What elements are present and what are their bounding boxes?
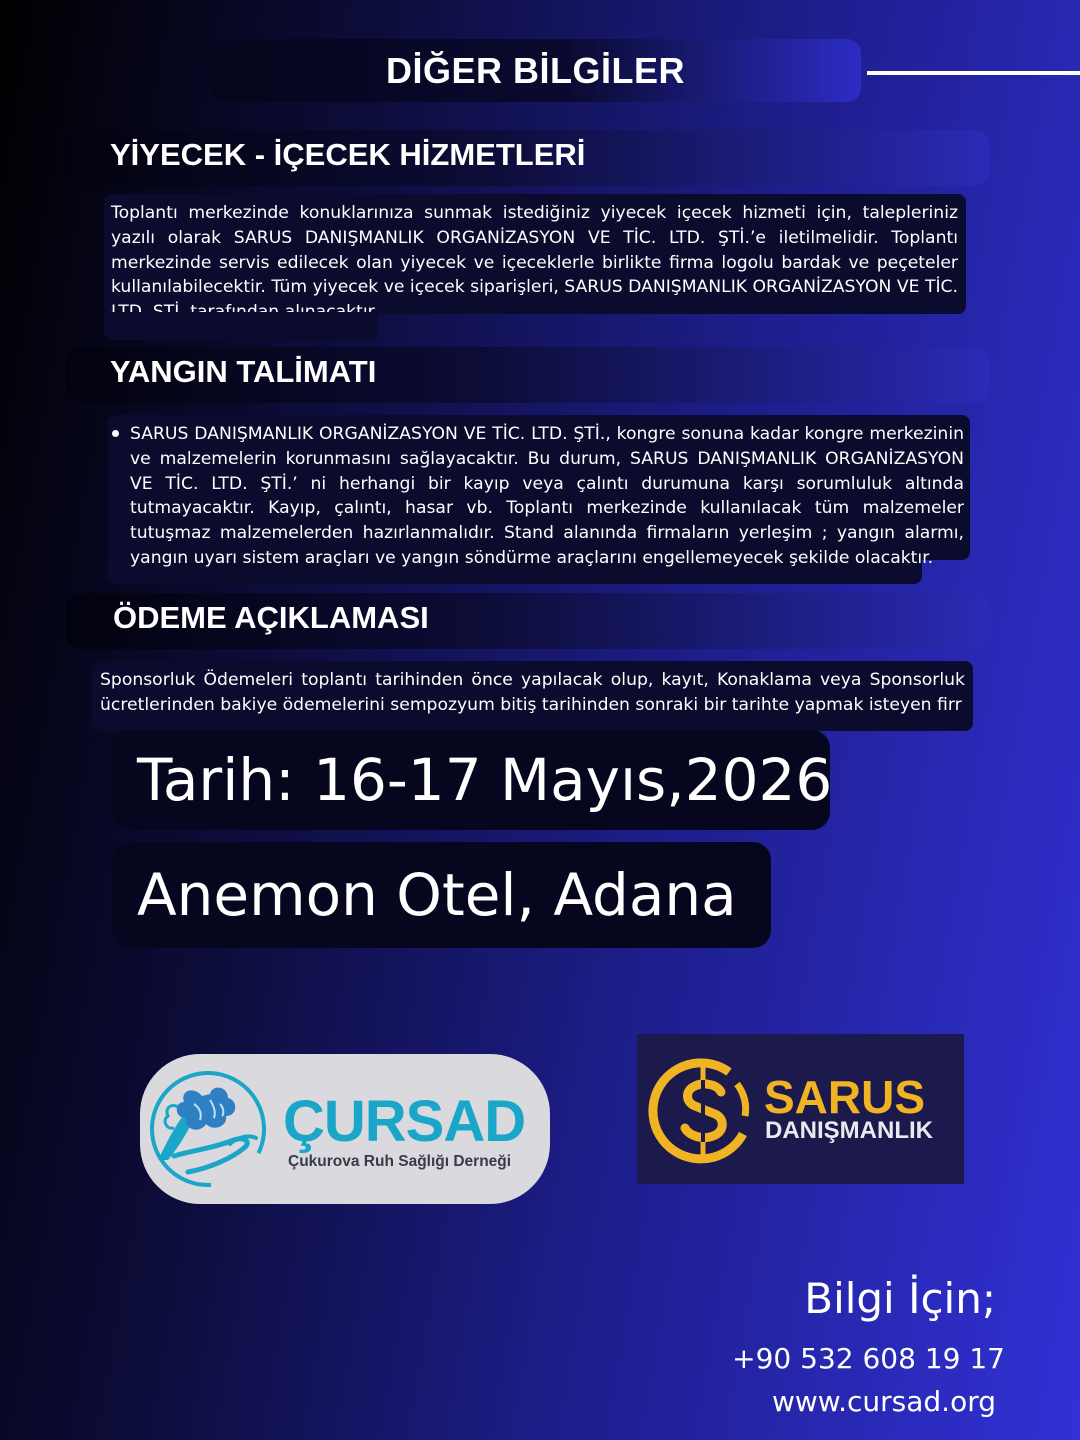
food-text-box (104, 194, 966, 314)
food-text: Toplantı merkezinde konuklarınıza sunmak istediğiniz yiyecek içecek hizmeti için, talepleriniz yazılı olarak SARUS DANIŞMANLIK ORGANİZASYON VE TİC. LTD. ŞTİ.’e iletilmelidir. Toplantı merkezinde servis edilecek olan yiyecek ve içeceklerle birlikte firma logolu bardak ve peçeteler kullanılabilecektir. Tüm yiyecek ve içecek siparişleri, SARUS DANIŞMANLIK ORGANİZASYON VE TİC. (111, 203, 958, 298)
food-text-box-tail (104, 312, 378, 340)
contact-heading: Bilgi İçin; (804, 1274, 996, 1323)
cursad-logo-name: ÇURSAD (283, 1089, 526, 1154)
fire-text: SARUS DANIŞMANLIK ORGANİZASYON VE TİC. LTD. ŞTİ., kongre sonuna kadar kongre merkezinin ve malzemelerin korunmasını sağlayacaktır. Bu durum, SARUS DANIŞMANLIK ORGANİZASYON VE TİC. LTD. ŞTİ.’ ni herhangi bir kayıp veya çalıntı durumuna karşı sorumluluk altında tutmayacaktır. Kayıp, çalıntı, hasar vb. Toplantı merkezinde kullanılacak tüm malzemeler tutuşmaz malzemelerden hazırlanmalıdır. Stand alanında firmaların yerleşim ; yangın alarmı, yangın uyarı sistem araçları ve yangın söndürme araçlarını engellemeyecek şekilde olacaktır. (130, 424, 964, 568)
page-title: DİĞER BİLGİLER (385, 49, 685, 91)
fire-text-wrap (130, 422, 964, 571)
sarus-dollar-icon (645, 1054, 763, 1169)
section-title-food: YİYECEK - İÇECEK HİZMETLERİ (110, 137, 586, 172)
sarus-logo-subtitle: DANIŞMANLIK (765, 1117, 933, 1144)
cursad-logo (140, 1054, 550, 1204)
payment-text-box (92, 661, 973, 731)
section-title-fire: YANGIN TALİMATI (110, 354, 377, 389)
page-title-banner (210, 39, 861, 102)
title-divider-line (867, 71, 1080, 75)
section-title-payment: ÖDEME AÇIKLAMASI (113, 600, 429, 635)
sarus-logo (637, 1034, 964, 1184)
payment-text: Sponsorluk Ödemeleri toplantı tarihinden önce yapılacak olup, kayıt, Konaklama veya Sponsorluk ücretlerinden bakiye ödemelerini sempozyum bitiş tarihinden sonraki bir tarihte yapmak isteyen firr (100, 670, 965, 715)
cursad-logo-subtitle: Çukurova Ruh Sağlığı Derneği (288, 1153, 512, 1170)
event-venue-pill (112, 842, 771, 948)
bullet-icon (112, 430, 119, 437)
contact-website-link[interactable]: www.cursad.org (771, 1385, 996, 1418)
event-date-pill (112, 730, 833, 830)
contact-phone[interactable]: +90 532 608 19 17 (732, 1342, 1005, 1375)
event-date: Tarih: 16-17 Mayıs,2026 (137, 746, 833, 814)
brain-hand-icon (144, 1068, 272, 1190)
sarus-logo-name: SARUS (764, 1071, 926, 1123)
event-venue: Anemon Otel, Adana (137, 861, 737, 929)
